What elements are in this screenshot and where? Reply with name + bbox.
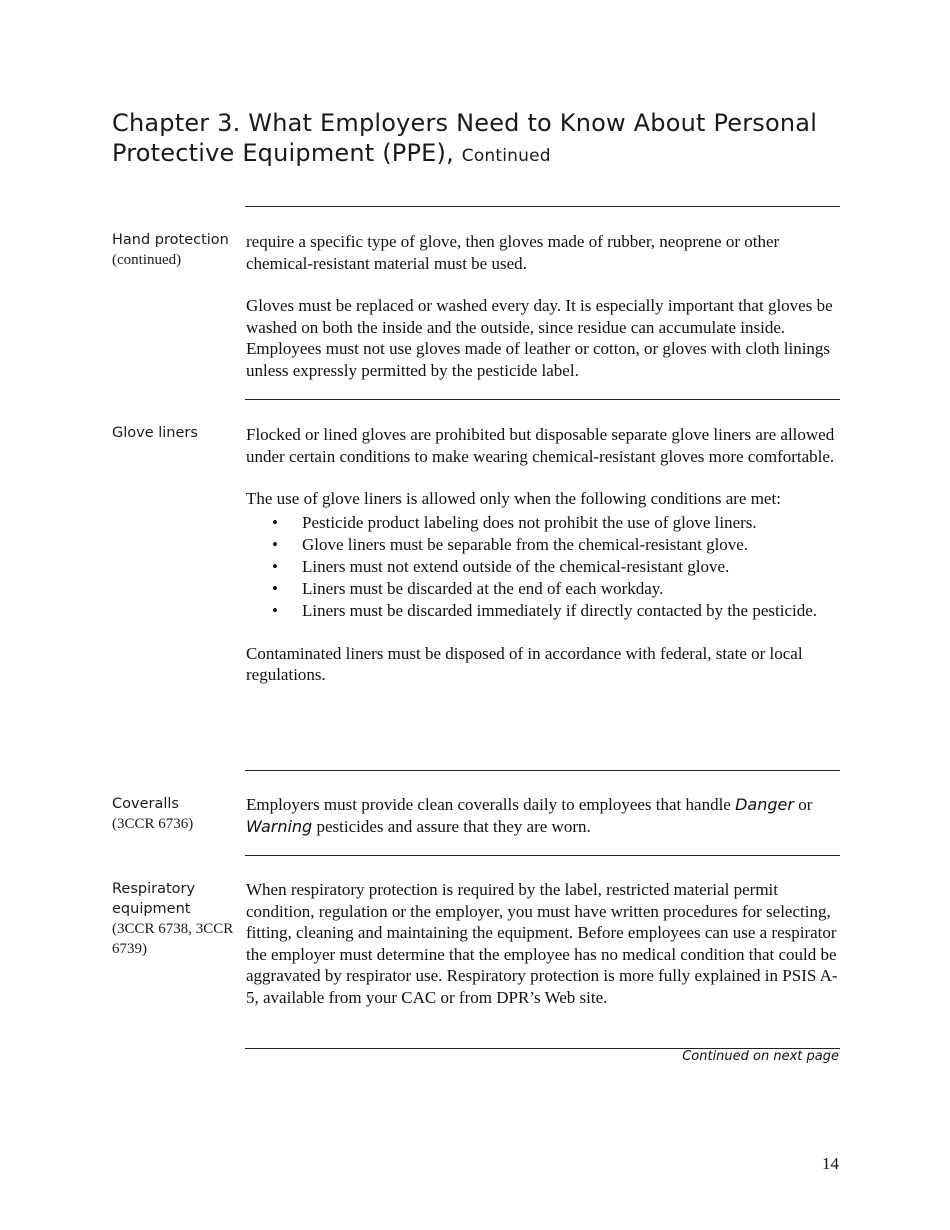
section-sublabel: (continued) xyxy=(112,252,182,268)
paragraph: Contaminated liners must be disposed of in accordance with federal, state or local regulations. xyxy=(246,643,803,684)
section-body-hand-protection xyxy=(246,231,840,381)
section-label-text: Hand protection xyxy=(112,232,229,248)
section-body-glove-liners xyxy=(246,424,840,686)
emphasis-warning: Warning xyxy=(246,816,313,836)
list-item: • Liners must be discarded at the end of each workday. xyxy=(272,578,664,598)
paragraph: When respiratory protection is required by the label, restricted material permit condition, regulation or the employer, you must have written procedures for selecting, fitting, cleaning and maintaining the equipment. Before employees can use a respirator the employer must determine that the employee has no medical condition that could be aggravated by respirator use. Respiratory protection is more fully explained in PSIS A-5, available from your CAC or from DPR’s Web site. xyxy=(246,880,838,1007)
paragraph: Employers must provide clean coveralls daily to employees that handle Danger or Warning pesticides and assure that they are worn. xyxy=(246,795,813,836)
bullet-icon: • xyxy=(272,600,278,620)
bullet-list xyxy=(246,512,840,622)
section-divider xyxy=(245,855,840,856)
section-body-respiratory-equipment xyxy=(246,879,840,1008)
bullet-icon: • xyxy=(272,512,278,532)
page-title-continued: Continued xyxy=(461,146,551,166)
list-item: • Glove liners must be separable from the chemical-resistant glove. xyxy=(272,534,749,554)
section-sublabel: (3CCR 6736) xyxy=(112,816,194,832)
bullet-icon: • xyxy=(272,534,278,554)
section-divider xyxy=(245,399,840,400)
paragraph: Gloves must be replaced or washed every day. It is especially important that gloves be washed on both the inside and the outside, since residue can accumulate inside. Employees must not use gloves made of leather or cotton, or gloves with cloth linings unless expressly permitted by the pesticide label. xyxy=(246,296,833,380)
section-sublabel: (3CCR 6738, 3CCR 6739) xyxy=(112,921,234,957)
page-title xyxy=(112,108,852,171)
section-label-text: Respiratory equipment xyxy=(112,881,196,917)
paragraph: The use of glove liners is allowed only when the following conditions are met: xyxy=(246,489,781,508)
paragraph: require a specific type of glove, then gloves made of rubber, neoprene or other chemical-resistant material must be used. xyxy=(246,232,780,273)
list-item: • Liners must be discarded immediately if directly contacted by the pesticide. xyxy=(272,600,818,620)
emphasis-danger: Danger xyxy=(735,795,794,814)
list-item: • Liners must not extend outside of the chemical-resistant glove. xyxy=(272,556,730,576)
section-label-coveralls xyxy=(112,794,237,834)
section-divider xyxy=(245,770,840,771)
bullet-icon: • xyxy=(272,578,278,598)
list-item: • Pesticide product labeling does not prohibit the use of glove liners. xyxy=(272,512,757,532)
section-divider xyxy=(245,206,840,207)
section-body-coveralls xyxy=(246,794,840,837)
section-label-glove-liners xyxy=(112,423,237,443)
section-label-text: Glove liners xyxy=(112,425,198,441)
page-number: 14 xyxy=(822,1154,839,1173)
section-label-hand-protection xyxy=(112,230,237,270)
paragraph: Flocked or lined gloves are prohibited but disposable separate glove liners are allowed under certain conditions to make wearing chemical-resistant gloves more comfortable. xyxy=(246,425,835,466)
continued-next-page: Continued on next page xyxy=(682,1049,839,1064)
bullet-icon: • xyxy=(272,556,278,576)
section-label-text: Coveralls xyxy=(112,796,179,812)
section-label-respiratory-equipment xyxy=(112,879,237,959)
page-title-text: Chapter 3. What Employers Need to Know About Personal Protective Equipment (PPE), xyxy=(112,109,818,167)
